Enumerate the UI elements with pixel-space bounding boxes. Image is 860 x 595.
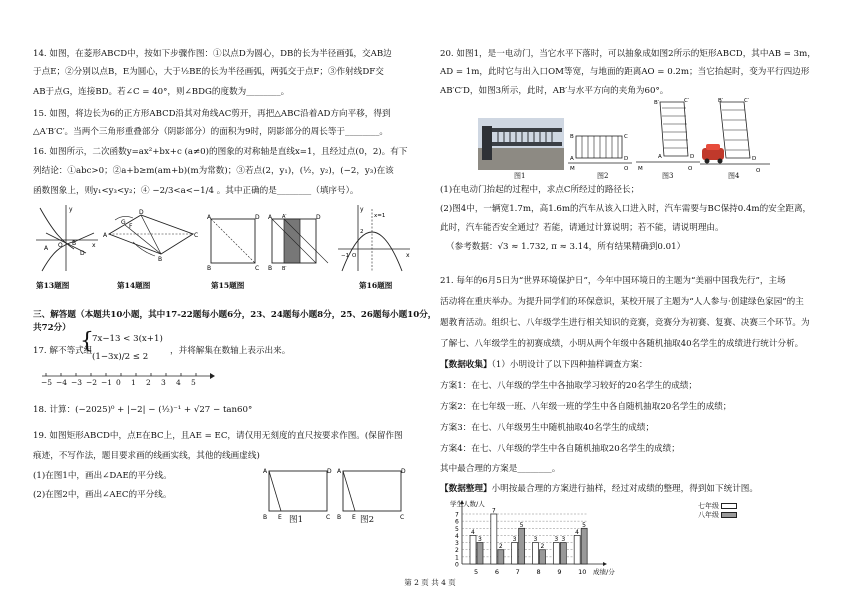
svg-text:y: y xyxy=(360,206,364,213)
bar-value-label: 7 xyxy=(491,507,496,515)
figure-15-shaded xyxy=(268,215,330,271)
q17-brace: { xyxy=(80,329,94,354)
x-tick-label: 6 xyxy=(494,568,499,576)
number-line-tick-label: −5 xyxy=(41,378,53,387)
x-tick-label: 9 xyxy=(557,568,562,576)
svg-text:D: D xyxy=(80,250,85,257)
svg-text:B: B xyxy=(263,514,268,521)
figure-14 xyxy=(103,209,199,263)
score-bar-chart xyxy=(440,500,670,576)
svg-text:O: O xyxy=(352,253,357,259)
caption-q16: 第16题图 xyxy=(359,281,393,290)
svg-text:D: D xyxy=(401,468,406,475)
svg-text:C: C xyxy=(255,265,260,272)
svg-text:O: O xyxy=(756,168,761,174)
q20-reference: （参考数据：√3 ≈ 1.732, π ≈ 3.14，所有结果精确到0.01） xyxy=(446,242,686,252)
q17-tail: ，并将解集在数轴上表示出来。 xyxy=(170,346,291,356)
bar-value-label: 3 xyxy=(478,536,482,544)
svg-text:B: B xyxy=(570,134,574,140)
bar-value-label: 5 xyxy=(582,521,586,529)
bar-value-label: 5 xyxy=(519,521,524,529)
legend-swatch-white xyxy=(721,503,737,509)
q17-ineq2: (1−3x)/2 ≤ 2 xyxy=(92,352,149,362)
number-line-tick-label: 2 xyxy=(146,378,151,387)
q20-line3: AB′C′D，如图3所示，此时，AB′与水平方向的夹角为60°。 xyxy=(440,86,669,96)
svg-text:B′: B′ xyxy=(718,98,724,104)
q16-line1: 16. 如图所示，二次函数y=ax²+bx+c (a≠0)的图象的对称轴是直线x=1，且经过点(0，2)。有下 xyxy=(33,147,408,157)
q20-fig4-label: 图4 xyxy=(728,172,740,180)
y-tick-label: 4 xyxy=(455,532,459,540)
legend-swatch-gray xyxy=(721,512,737,518)
bar-grade7 xyxy=(512,543,518,564)
number-line-tick-label: 4 xyxy=(176,378,181,387)
svg-text:y: y xyxy=(69,206,73,213)
q17-ineq1: 7x−13 < 3(x+1) xyxy=(92,334,163,344)
bar-grade8 xyxy=(540,550,546,564)
y-tick-label: 0 xyxy=(455,561,459,569)
number-line-tick-label: −4 xyxy=(56,378,68,387)
q20-sub2b: 此时，汽车能否安全通过？若能，请通过计算说明；若不能，请说明理由。 xyxy=(440,223,724,233)
y-tick-label: 2 xyxy=(455,547,459,555)
q19-line1: 19. 如图矩形ABCD中，点E在BC上，且AE = EC，请仅用无刻度的直尺按要求作图。(保留作图 xyxy=(33,431,403,441)
svg-text:D: D xyxy=(316,214,321,221)
svg-text:D: D xyxy=(690,154,695,160)
q21-plan2: 方案2：在七年级一班、八年级一班的学生中各自随机抽取20名学生的成绩； xyxy=(440,402,732,412)
number-line-tick-label: −3 xyxy=(71,378,83,387)
svg-text:A: A xyxy=(44,245,49,252)
svg-text:C: C xyxy=(400,514,405,521)
q21-plan1: 方案1：在七、八年级的学生中各抽取学习较好的20名学生的成绩； xyxy=(440,381,698,391)
bar-grade7 xyxy=(491,514,497,564)
svg-text:x: x xyxy=(92,242,96,249)
x-tick-label: 5 xyxy=(474,568,479,576)
x-axis-title: 成绩/分 xyxy=(593,568,615,576)
bar-value-label: 2 xyxy=(498,543,503,551)
x-tick-label: 7 xyxy=(515,568,520,576)
q16-line3: 函数图象上，则y₁<y₃<y₂；④ −2/3<a<−1/4 。其中正确的是________（填序号）。 xyxy=(33,186,359,196)
q20-line2: AD = 1m，此时它与出入口OM等宽，与地面的距离AO = 0.2m；当它抬起时，变为平行四边形 xyxy=(440,67,810,77)
y-tick-label: 7 xyxy=(455,511,459,519)
bar-value-label: 3 xyxy=(561,536,566,544)
svg-text:B: B xyxy=(72,240,77,247)
number-line-tick-label: 3 xyxy=(161,378,166,387)
data-collect-text: （1）小明设计了以下四种抽样调查方案： xyxy=(491,360,648,370)
y-tick-label: 3 xyxy=(455,540,459,548)
figure-15 xyxy=(207,215,265,271)
y-tick-label: 1 xyxy=(455,554,459,562)
q20-figure-4 xyxy=(700,96,770,172)
x-axis-arrow xyxy=(603,562,607,566)
bar-value-label: 2 xyxy=(540,543,545,551)
caption-q15: 第15题图 xyxy=(211,281,245,290)
q21-line2: 活动将在重庆举办。为提升同学们的环保意识，某校开展了主题为“人人参与·创建绿色家园”的主 xyxy=(440,297,804,307)
q15-line1: 15. 如图，将边长为6的正方形ABCD沿其对角线AC剪开，再把△ABC沿着AD方向平移，得到 xyxy=(33,109,391,119)
q19-fig2-label: 图2 xyxy=(360,515,375,525)
legend-item-grade8: 八年级 xyxy=(698,511,737,520)
bar-grade8 xyxy=(519,528,525,564)
q19-fig1-label: 图1 xyxy=(289,515,304,525)
bar-value-label: 4 xyxy=(471,528,475,536)
number-line-tick-label: −2 xyxy=(86,378,98,387)
q21-line1: 21. 每年的6月5日为“世界环境保护日”，今年中国环境日的主题为“美丽中国我先行”，主场 xyxy=(440,276,786,286)
q20-figure-3 xyxy=(636,96,700,172)
svg-text:O: O xyxy=(688,166,693,172)
svg-text:B: B xyxy=(158,256,163,263)
svg-text:A: A xyxy=(103,232,108,239)
y-tick-label: 5 xyxy=(455,525,459,533)
svg-text:E: E xyxy=(352,514,356,521)
q14-line3: AB于点G，连接BD。若∠C = 40°，则∠BDG的度数为________。 xyxy=(33,87,290,97)
bar-grade7 xyxy=(533,543,539,564)
section3-title: 三、解答题（本题共10小题，其中17-22题每小题6分，23、24题每小题8分，25、26题每小题10分， xyxy=(33,310,437,320)
q19-figure-1 xyxy=(263,466,331,522)
svg-text:C: C xyxy=(326,514,331,521)
data-organize-text: 小明按最合理的方案进行抽样，经过对成绩的整理，得到如下统计图。 xyxy=(491,484,758,494)
q20-fig1-label: 图1 xyxy=(514,172,526,180)
svg-text:M: M xyxy=(570,166,575,172)
number-line-tick-label: 5 xyxy=(191,378,196,387)
svg-text:M: M xyxy=(638,166,643,172)
svg-text:B: B xyxy=(207,265,212,272)
x-tick-label: 10 xyxy=(578,568,587,576)
bar-value-label: 3 xyxy=(533,536,538,544)
svg-text:B′: B′ xyxy=(654,100,660,106)
bar-value-label: 3 xyxy=(512,536,517,544)
q20-figure-2 xyxy=(568,130,632,172)
svg-text:C: C xyxy=(624,134,628,140)
svg-text:−1: −1 xyxy=(341,253,350,259)
q21-reasonable: 其中最合理的方案是________。 xyxy=(440,464,561,474)
svg-text:O: O xyxy=(58,242,63,249)
svg-text:E: E xyxy=(278,514,282,521)
q14-line1: 14. 如图，在菱形ABCD中，按如下步骤作图：①以点D为圆心，DB的长为半径画弧，交AB边 xyxy=(33,49,392,59)
q14-line2: 于点E；②分别以点B，E为圆心，大于½BE的长为半径画弧，两弧交于点F；③作射线DF交 xyxy=(33,67,384,77)
data-collect-label: 【数据收集】 xyxy=(440,360,492,370)
y-tick-label: 6 xyxy=(455,518,459,526)
svg-text:2: 2 xyxy=(360,229,364,235)
svg-text:B′: B′ xyxy=(282,266,287,272)
q17-intro: 17. 解不等式组 xyxy=(33,346,93,356)
bar-grade8 xyxy=(498,550,504,564)
y-axis-title: 学生人数/人 xyxy=(450,500,485,508)
svg-text:D: D xyxy=(752,156,757,162)
q21-line3: 题教育活动。组织七、八年级学生进行相关知识的竞赛，竞赛分为初赛、复赛、决赛三个环节。为 xyxy=(440,318,810,328)
bar-grade8 xyxy=(477,543,483,564)
svg-text:A: A xyxy=(207,214,212,221)
svg-text:A: A xyxy=(570,156,574,162)
bar-grade8 xyxy=(560,543,566,564)
bar-value-label: 4 xyxy=(575,528,579,536)
q20-figure-1-photo xyxy=(478,118,564,170)
svg-text:A′: A′ xyxy=(282,214,287,220)
q18-text: 18. 计算：(−2025)⁰ + |−2| − (½)⁻¹ + √27 − tan60° xyxy=(33,405,253,415)
svg-text:C′: C′ xyxy=(684,98,690,104)
svg-text:A: A xyxy=(658,154,662,160)
q19-sub1: (1)在图1中，画出∠DAE的平分线。 xyxy=(33,471,172,481)
number-line-tick-label: −1 xyxy=(101,378,113,387)
svg-text:D: D xyxy=(624,156,629,162)
svg-text:x: x xyxy=(406,252,410,259)
q20-line1: 20. 如图1，是一电动门，当它水平下落时，可以抽象成如图2所示的矩形ABCD，其中AB = 3m， xyxy=(440,49,816,59)
svg-text:D: D xyxy=(327,468,332,475)
data-organize-label: 【数据整理】 xyxy=(440,484,492,494)
q16-line2: 列结论：①abc>0；②a+b≥m(am+b)(m为常数)；③若点(2，y₁)，(½，y₂)，(−2，y₃)在该 xyxy=(33,166,394,176)
q20-sub2a: (2)图4中，一辆宽1.7m，高1.6m的汽车从该入口进入时，汽车需要与BC保持0.4m的安全距离， xyxy=(440,204,812,214)
q19-figure-2 xyxy=(337,466,405,522)
svg-text:A: A xyxy=(337,468,342,475)
bar-grade7 xyxy=(574,535,580,564)
q15-line2: △A′B′C′。当两个三角形重叠部分（阴影部分）的面积为9时，阴影部分的周长等于________。 xyxy=(33,127,388,137)
bar-value-label: 3 xyxy=(554,536,559,544)
caption-q14: 第14题图 xyxy=(117,281,151,290)
svg-text:G: G xyxy=(121,219,126,226)
legend-item-grade7: 七年级 xyxy=(698,502,737,511)
svg-text:C′: C′ xyxy=(744,98,750,104)
svg-text:C: C xyxy=(194,232,199,239)
number-line-labels xyxy=(40,378,215,390)
section3-title-2: 共72分） xyxy=(33,323,71,333)
bar-grade7 xyxy=(553,543,559,564)
bar-grade8 xyxy=(581,528,587,564)
svg-text:F: F xyxy=(129,223,133,230)
figure-13 xyxy=(36,203,100,273)
q20-fig2-label: 图2 xyxy=(597,172,609,180)
chart-legend xyxy=(698,502,737,520)
number-line-tick-label: 0 xyxy=(116,378,121,387)
svg-text:A: A xyxy=(268,214,273,221)
q20-sub1: (1)在电动门抬起的过程中，求点C所经过的路径长； xyxy=(440,185,640,195)
x-tick-label: 8 xyxy=(536,568,541,576)
q19-line2: 痕迹，不写作法，题目要求画的线画实线，其他的线画虚线) xyxy=(33,451,260,461)
q21-line4: 了解七、八年级学生的初赛成绩，小明从两个年级中各随机抽取40名学生的成绩进行统计分析。 xyxy=(440,339,804,349)
svg-text:D: D xyxy=(255,214,260,221)
q19-sub2: (2)在图2中，画出∠AEC的平分线。 xyxy=(33,490,172,500)
svg-text:O: O xyxy=(624,166,629,172)
figure-16 xyxy=(336,203,412,273)
svg-text:B: B xyxy=(337,514,342,521)
q21-plan3: 方案3：在七、八年级男生中随机抽取40名学生的成绩； xyxy=(440,423,655,433)
q20-fig3-label: 图3 xyxy=(662,172,674,180)
page-footer: 第 2 页 共 4 页 xyxy=(404,578,456,587)
number-line-tick-label: 1 xyxy=(131,378,136,387)
bar-grade7 xyxy=(470,535,476,564)
svg-text:A: A xyxy=(263,468,268,475)
svg-text:D: D xyxy=(139,209,144,216)
q21-plan4: 方案4：在七、八年级的学生中各自随机抽取20名学生的成绩； xyxy=(440,444,680,454)
svg-text:x=1: x=1 xyxy=(374,213,386,219)
svg-text:B: B xyxy=(268,265,273,272)
caption-q13: 第13题图 xyxy=(36,281,70,290)
